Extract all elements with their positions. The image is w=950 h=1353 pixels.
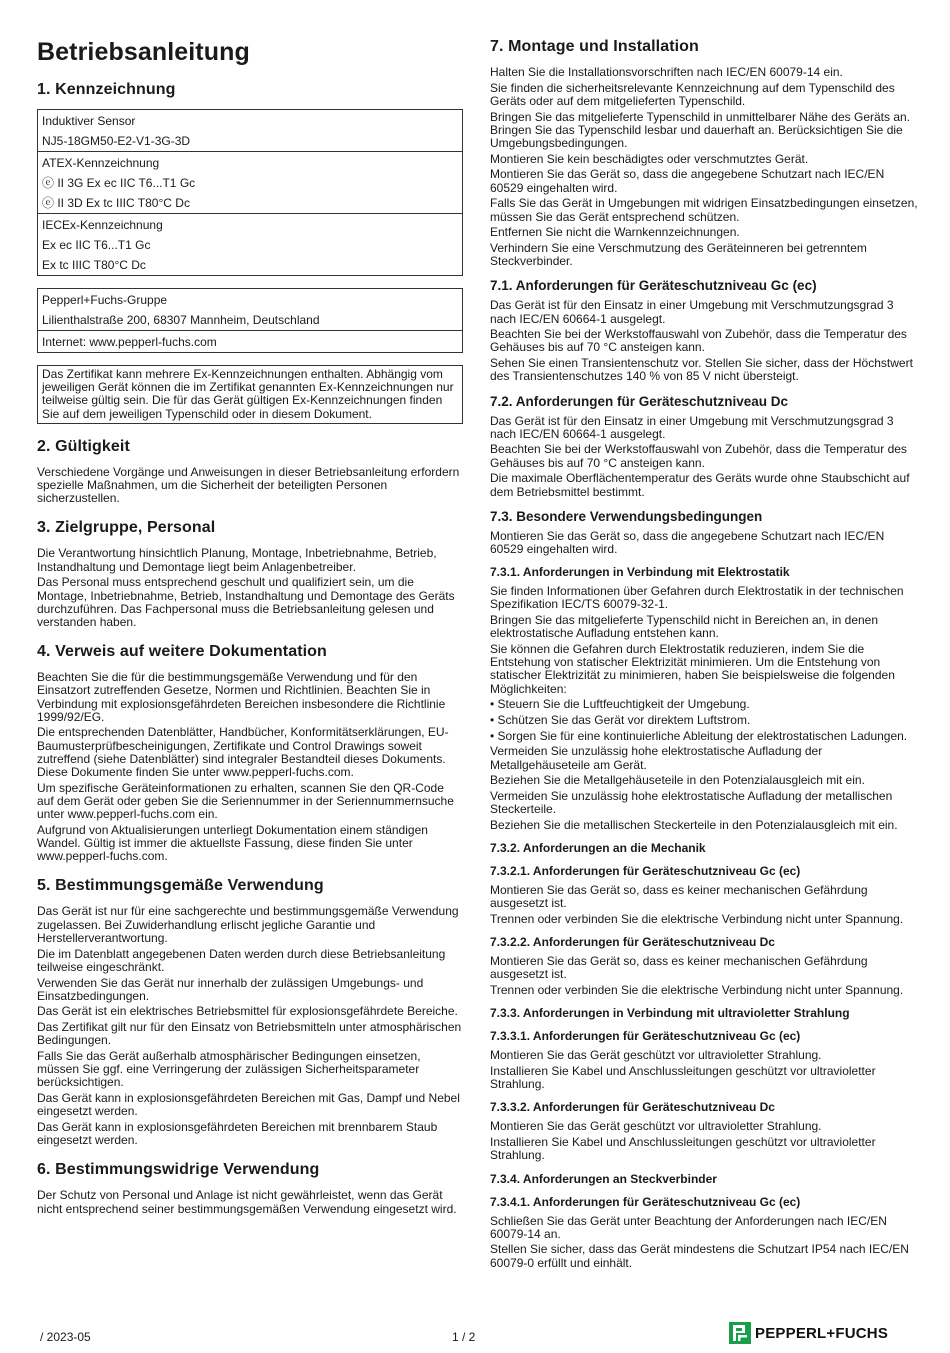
- paragraph: Installieren Sie Kabel und Anschlussleitungen geschützt vor ultravioletter Strahlung.: [490, 1135, 876, 1163]
- paragraph: Trennen oder verbinden Sie die elektrische Verbindung nicht unter Spannung.: [490, 983, 904, 998]
- list-item: • Schützen Sie das Gerät vor direktem Luftstrom.: [490, 713, 751, 728]
- marking-text: NJ5-18GM50-E2-V1-3G-3D: [42, 134, 191, 148]
- paragraph: Montieren Sie das Gerät geschützt vor ultravioletter Strahlung.: [490, 1119, 822, 1134]
- heading-7-3-3-1: 7.3.3.1. Anforderungen für Geräteschutzniveau Gc (ec): [490, 1029, 801, 1044]
- marking-text: ATEX-Kennzeichnung: [42, 156, 160, 170]
- marking-row-iecex: [38, 214, 462, 275]
- paragraph: Das Gerät kann in explosionsgefährdeten Bereichen mit Gas, Dampf und Nebel eingesetzt werden.: [37, 1091, 460, 1119]
- paragraph: Sie können die Gefahren durch Elektrostatik reduzieren, indem Sie die Entstehung von statischer Elektrizität minimieren. Um die Entstehung von statischer Elektrizität zu minimieren, haben Sie beispielsweise die folgenden Möglichkeiten:: [490, 642, 895, 696]
- paragraph: Bringen Sie das mitgelieferte Typenschild nicht in Bereichen an, in denen elektrostatische Aufladung entstehen kann.: [490, 613, 879, 641]
- marking-text: Ex ec IIC T6...T1 Gc: [42, 238, 151, 252]
- company-row-internet: [38, 331, 462, 352]
- paragraph: Entfernen Sie nicht die Warnkennzeichnungen.: [490, 225, 740, 240]
- paragraph: Verwenden Sie das Gerät nur innerhalb der zulässigen Umgebungs- und Einsatzbedingungen.: [37, 975, 424, 1003]
- heading-7-3-2-1: 7.3.2.1. Anforderungen für Geräteschutzniveau Gc (ec): [490, 864, 801, 879]
- paragraph: Bringen Sie das mitgelieferte Typenschild in unmittelbarer Nähe des Geräts an. Bringen Sie das Typenschild lesbar und dauerhaft an. Berücksichtigen Sie die Umgebungsbedingungen.: [490, 109, 911, 151]
- marking-row-atex: [38, 152, 462, 214]
- paragraph: Das Personal muss entsprechend geschult und qualifiziert sein, um die Montage, Inbetriebnahme, Betrieb, Instandhaltung und Demontage des Geräts durchzuführen. Das Fachpersonal muss die Betriebsanleitung gelesen und verstanden haben.: [37, 575, 455, 629]
- paragraph: Sie finden die sicherheitsrelevante Kennzeichnung auf dem Typenschild des Geräts oder auf dem mitgelieferten Typenschild.: [490, 80, 895, 108]
- paragraph: Verhindern Sie eine Verschmutzung des Geräteinneren bei getrenntem Steckverbinder.: [490, 240, 867, 269]
- paragraph: Das Gerät ist nur für eine sachgerechte und bestimmungsgemäße Verwendung zugelassen. Bei Zuwiderhandlung erlischt jegliche Garantie und Herstellerverantwortung.: [37, 904, 459, 945]
- brand-logo: [729, 1322, 888, 1344]
- paragraph: Das Gerät kann in explosionsgefährdeten Bereichen mit brennbarem Staub eingesetzt werden.: [37, 1120, 438, 1148]
- paragraph: Das Gerät ist ein elektrisches Betriebsmittel für explosionsgefährdete Bereiche.: [37, 1004, 458, 1019]
- paragraph: Montieren Sie das Gerät so, dass es keiner mechanischen Gefährdung ausgesetzt ist.: [490, 954, 868, 982]
- paragraph: Schließen Sie das Gerät unter Beachtung der Anforderungen nach IEC/EN 60079-14 an.: [490, 1213, 887, 1241]
- heading-7-3-4-1: 7.3.4.1. Anforderungen für Geräteschutzniveau Gc (ec): [490, 1194, 801, 1209]
- heading-7-2: 7.2. Anforderungen für Geräteschutzniveau Dc: [490, 393, 789, 409]
- paragraph: Falls Sie das Gerät in Umgebungen mit widrigen Einsatzbedingungen einsetzen, müssen Sie das Gerät entsprechend schützen.: [490, 196, 918, 224]
- company-text: Pepperl+Fuchs-Gruppe: [42, 293, 168, 307]
- paragraph: Verschiedene Vorgänge und Anweisungen in dieser Betriebsanleitung erfordern spezielle Maßnahmen, um die Sicherheit der beteiligten Personen sicherzustellen.: [37, 464, 460, 506]
- paragraph: Sie finden Informationen über Gefahren durch Elektrostatik in der technischen Spezifikation IEC/TS 60079-32-1.: [490, 584, 904, 612]
- marking-text: Induktiver Sensor: [42, 114, 136, 128]
- marking-table: [37, 109, 463, 276]
- certificate-note-box: [37, 365, 463, 424]
- paragraph: Halten Sie die Installationsvorschriften nach IEC/EN 60079-14 ein.: [490, 65, 843, 79]
- heading-7-3: 7.3. Besondere Verwendungsbedingungen: [490, 508, 763, 524]
- paragraph: Stellen Sie sicher, dass das Gerät mindestens die Schutzart IP54 nach IEC/EN 60079-0 erfüllt und einhält.: [490, 1242, 909, 1270]
- pepperl-fuchs-logo-icon: [729, 1322, 751, 1344]
- company-text: Internet: www.pepperl-fuchs.com: [42, 335, 217, 349]
- company-text: Lilienthalstraße 200, 68307 Mannheim, Deutschland: [42, 313, 320, 327]
- paragraph: Die im Datenblatt angegebenen Daten werden durch diese Betriebsanleitung teilweise eingeschränkt.: [37, 946, 446, 974]
- paragraph: Montieren Sie das Gerät so, dass die angegebene Schutzart nach IEC/EN 60529 eingehalten wird.: [490, 528, 885, 556]
- left-column: [37, 34, 463, 1218]
- brand-name: PEPPERL+FUCHS: [755, 1324, 889, 1342]
- company-table: [37, 288, 463, 353]
- marking-text: Ex tc IIIC T80°C Dc: [42, 258, 146, 272]
- paragraph: Montieren Sie kein beschädigtes oder verschmutztes Gerät.: [490, 151, 809, 166]
- paragraph: Um spezifische Geräteinformationen zu erhalten, scannen Sie den QR-Code auf dem Gerät oder geben Sie die Seriennummer in der Seriennummernsuche unter www.pepperl-fuchs.com ein.: [37, 780, 454, 822]
- paragraph: Montieren Sie das Gerät geschützt vor ultravioletter Strahlung.: [490, 1048, 822, 1063]
- heading-gueltigkeit: 2. Gültigkeit: [37, 437, 130, 455]
- heading-7-1: 7.1. Anforderungen für Geräteschutzniveau Gc (ec): [490, 278, 817, 294]
- paragraph: Das Gerät ist für den Einsatz in einer Umgebung mit Verschmutzungsgrad 3 nach IEC/EN 60664-1 ausgelegt.: [490, 413, 894, 441]
- heading-7-3-1: 7.3.1. Anforderungen in Verbindung mit Elektrostatik: [490, 565, 790, 580]
- paragraph: Das Zertifikat gilt nur für den Einsatz von Betriebsmitteln unter atmosphärischen Bedingungen.: [37, 1020, 462, 1048]
- paragraph: Beachten Sie die für die bestimmungsgemäße Verwendung und für den Einsatzort zutreffenden Gesetze, Normen und Richtlinien. Beachten Sie in Verbindung mit explosionsgefährdeten Bereichen insbesondere die Richtlinie 1999/92/EG.: [37, 670, 446, 724]
- paragraph: Montieren Sie das Gerät so, dass es keiner mechanischen Gefährdung ausgesetzt ist.: [490, 883, 868, 911]
- paragraph: Beziehen Sie die Metallgehäuseteile in den Potenzialausgleich mit ein.: [490, 773, 865, 788]
- heading-montage: 7. Montage und Installation: [490, 38, 699, 55]
- heading-bestimmungsgemaess: 5. Bestimmungsgemäße Verwendung: [37, 877, 324, 895]
- paragraph: Beachten Sie bei der Werkstoffauswahl von Zubehör, dass die Temperatur des Gehäuses bis auf 70 °C ansteigen kann.: [490, 442, 907, 470]
- heading-7-3-2-2: 7.3.2.2. Anforderungen für Geräteschutzniveau Dc: [490, 935, 775, 950]
- paragraph: Vermeiden Sie unzulässig hohe elektrostatische Aufladung der metallischen Steckerteile.: [490, 789, 893, 817]
- heading-dokumentation: 4. Verweis auf weitere Dokumentation: [37, 643, 327, 661]
- paragraph: Falls Sie das Gerät außerhalb atmosphärischer Bedingungen einsetzen, müssen Sie ggf. eine Verringerung der zulässigen Sicherheitsparameter berücksichtigen.: [37, 1049, 421, 1090]
- marking-text: IECEx-Kennzeichnung: [42, 218, 163, 232]
- certificate-note: Das Zertifikat kann mehrere Ex-Kennzeichnungen enthalten. Abhängig vom jeweiligen Gerät können die im Zertifikat genannten Ex-Kennzeichnungen nur teilweise gültig sein. Die für das Gerät gültigen Ex-Kennzeichnungen finden Sie auf dem jeweiligen Typenschild oder in diesem Dokument.: [42, 367, 454, 421]
- heading-7-3-3-2: 7.3.3.2. Anforderungen für Geräteschutzniveau Dc: [490, 1100, 775, 1115]
- heading-7-3-2: 7.3.2. Anforderungen an die Mechanik: [490, 841, 706, 856]
- marking-text: ⓔ II 3D Ex tc IIIC T80°C Dc: [42, 196, 190, 210]
- paragraph: Beachten Sie bei der Werkstoffauswahl von Zubehör, dass die Temperatur des Gehäuses bis auf 70 °C ansteigen kann.: [490, 327, 907, 355]
- right-column: [490, 34, 918, 1272]
- marking-row-sensor: [38, 110, 462, 152]
- paragraph: Das Gerät ist für den Einsatz in einer Umgebung mit Verschmutzungsgrad 3 nach IEC/EN 60664-1 ausgelegt.: [490, 298, 894, 326]
- heading-7-3-3: 7.3.3. Anforderungen in Verbindung mit ultravioletter Strahlung: [490, 1006, 850, 1021]
- company-row-address: [38, 289, 462, 331]
- heading-7-3-4: 7.3.4. Anforderungen an Steckverbinder: [490, 1171, 717, 1186]
- paragraph: Sehen Sie einen Transientenschutz vor. Stellen Sie sicher, dass der Höchstwert des Transientenschutzes 140 % von 85 V nicht übersteigt.: [490, 356, 913, 384]
- paragraph: Trennen oder verbinden Sie die elektrische Verbindung nicht unter Spannung.: [490, 912, 904, 927]
- paragraph: Aufgrund von Aktualisierungen unterliegt Dokumentation einem ständigen Wandel. Gültig ist immer die aktuellste Fassung, diese finden Sie unter www.pepperl-fuchs.com.: [37, 822, 428, 864]
- heading-zielgruppe: 3. Zielgruppe, Personal: [37, 519, 216, 537]
- footer-date: / 2023-05: [40, 1330, 91, 1344]
- list-item: • Steuern Sie die Luftfeuchtigkeit der Umgebung.: [490, 697, 750, 712]
- list-item: • Sorgen Sie für eine kontinuierliche Ableitung der elektrostatischen Ladungen.: [490, 728, 908, 743]
- paragraph: Die Verantwortung hinsichtlich Planung, Montage, Inbetriebnahme, Betrieb, Instandhaltung und Demontage liegt beim Anlagenbetreiber.: [37, 546, 437, 574]
- document-title: Betriebsanleitung: [37, 38, 250, 66]
- paragraph: Die maximale Oberflächentemperatur des Geräts wurde ohne Staubschicht auf dem Betriebsmittel bestimmt.: [490, 471, 910, 499]
- heading-kennzeichnung: 1. Kennzeichnung: [37, 81, 176, 98]
- paragraph: Der Schutz von Personal und Anlage ist nicht gewährleistet, wenn das Gerät nicht entsprechend seiner bestimmungsgemäßen Verwendung eingesetzt wird.: [37, 1188, 457, 1216]
- paragraph: Beziehen Sie die metallischen Steckerteile in den Potenzialausgleich mit ein.: [490, 817, 898, 832]
- marking-text: ⓔ II 3G Ex ec IIC T6...T1 Gc: [42, 176, 196, 190]
- page-number: 1 / 2: [452, 1330, 476, 1344]
- paragraph: Montieren Sie das Gerät so, dass die angegebene Schutzart nach IEC/EN 60529 eingehalten wird.: [490, 167, 885, 195]
- paragraph: Die entsprechenden Datenblätter, Handbücher, Konformitätserklärungen, EU-Baumusterprüfbescheinigungen, Zertifikate und Control Drawings soweit zutreffend (siehe Datenblätter) sind integraler Bestandteil dieses Dokuments. Diese Dokumente finden Sie unter www.pepperl-fuchs.com.: [37, 725, 449, 780]
- heading-bestimmungswidrig: 6. Bestimmungswidrige Verwendung: [37, 1161, 320, 1179]
- paragraph: Installieren Sie Kabel und Anschlussleitungen geschützt vor ultravioletter Strahlung.: [490, 1064, 876, 1092]
- paragraph: Vermeiden Sie unzulässig hohe elektrostatische Aufladung der Metallgehäuseteile am Gerät.: [490, 744, 823, 772]
